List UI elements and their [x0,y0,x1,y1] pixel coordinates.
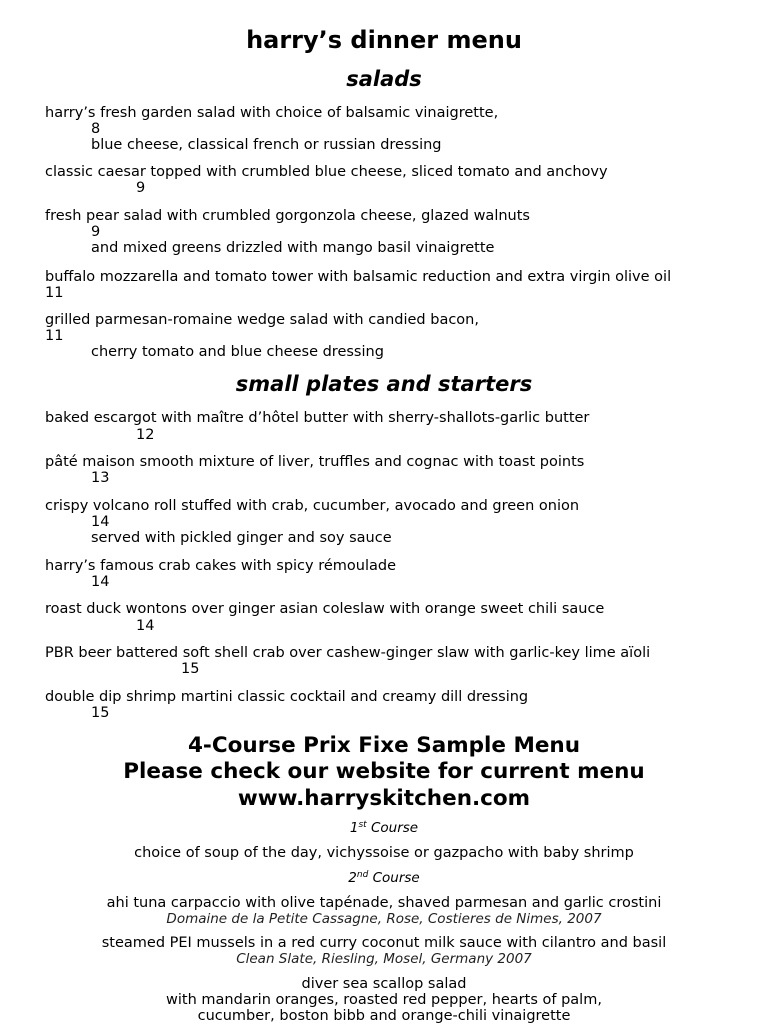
menu-item-price: 11 [45,285,64,301]
course-1-label: 1st Course [349,820,419,836]
menu-item-name: crispy volcano roll stuffed with crab, cucumber, avocado and green onion [45,498,580,514]
menu-item-note: and mixed greens drizzled with mango basil vinaigrette [91,240,495,256]
menu-item-name: baked escargot with maître d’hôtel butter with sherry-shallots-garlic butter [45,410,590,426]
wine-pairing: Domaine de la Petite Cassagne, Rose, Costieres de Nimes, 2007 [166,911,602,927]
menu-item-price: 14 [91,574,110,590]
starters-heading: small plates and starters [235,372,533,396]
menu-item-price: 11 [45,328,64,344]
wine-pairing: Clean Slate, Riesling, Mosel, Germany 2007 [236,951,532,967]
menu-item-note: blue cheese, classical french or russian dressing [91,137,442,153]
menu-item-note: served with pickled ginger and soy sauce [91,530,392,546]
scallop-line-1: diver sea scallop salad [301,976,467,992]
course-2-label: 2nd Course [348,870,420,886]
menu-item-name: double dip shrimp martini classic cocktail and creamy dill dressing [45,689,529,705]
menu-item-name: buffalo mozzarella and tomato tower with balsamic reduction and extra virgin olive oil [45,269,672,285]
menu-item-price: 14 [91,514,110,530]
menu-item-name: harry’s fresh garden salad with choice of balsamic vinaigrette, [45,105,499,121]
menu-item-name: harry’s famous crab cakes with spicy rémoulade [45,558,397,574]
menu-item-price: 8 [91,121,101,137]
menu-item-price: 9 [91,224,101,240]
menu-item-name: PBR beer battered soft shell crab over cashew-ginger slaw with garlic-key lime aïoli [45,645,651,661]
course-2-item: ahi tuna carpaccio with olive tapénade, shaved parmesan and garlic crostini [106,895,662,911]
menu-item-name: grilled parmesan-romaine wedge salad with candied bacon, [45,312,479,328]
scallop-line-3: cucumber, boston bibb and orange-chili vinaigrette [197,1008,571,1024]
menu-item-price: 9 [136,180,146,196]
menu-item-price: 12 [136,427,155,443]
menu-title: harry’s dinner menu [246,26,522,54]
website-link[interactable]: www.harryskitchen.com [237,786,531,811]
menu-item-note: cherry tomato and blue cheese dressing [91,344,384,360]
menu-item-name: classic caesar topped with crumbled blue cheese, sliced tomato and anchovy [45,164,608,180]
menu-item-price: 14 [136,618,155,634]
salads-heading: salads [346,67,422,91]
menu-item-price: 15 [181,661,200,677]
menu-item-name: pâté maison smooth mixture of liver, truffles and cognac with toast points [45,454,585,470]
course-1-item: choice of soup of the day, vichyssoise or gazpacho with baby shrimp [134,845,634,861]
menu-item-name: fresh pear salad with crumbled gorgonzola cheese, glazed walnuts [45,208,530,224]
scallop-line-2: with mandarin oranges, roasted red pepper, hearts of palm, [166,992,602,1008]
menu-item-price: 15 [91,705,110,721]
menu-item-price: 13 [91,470,110,486]
menu-item-name: roast duck wontons over ginger asian coleslaw with orange sweet chili sauce [45,601,605,617]
prix-fixe-heading: 4-Course Prix Fixe Sample Menu [187,733,581,758]
website-notice: Please check our website for current menu [123,759,645,784]
course-2-item: steamed PEI mussels in a red curry coconut milk sauce with cilantro and basil [101,935,667,951]
